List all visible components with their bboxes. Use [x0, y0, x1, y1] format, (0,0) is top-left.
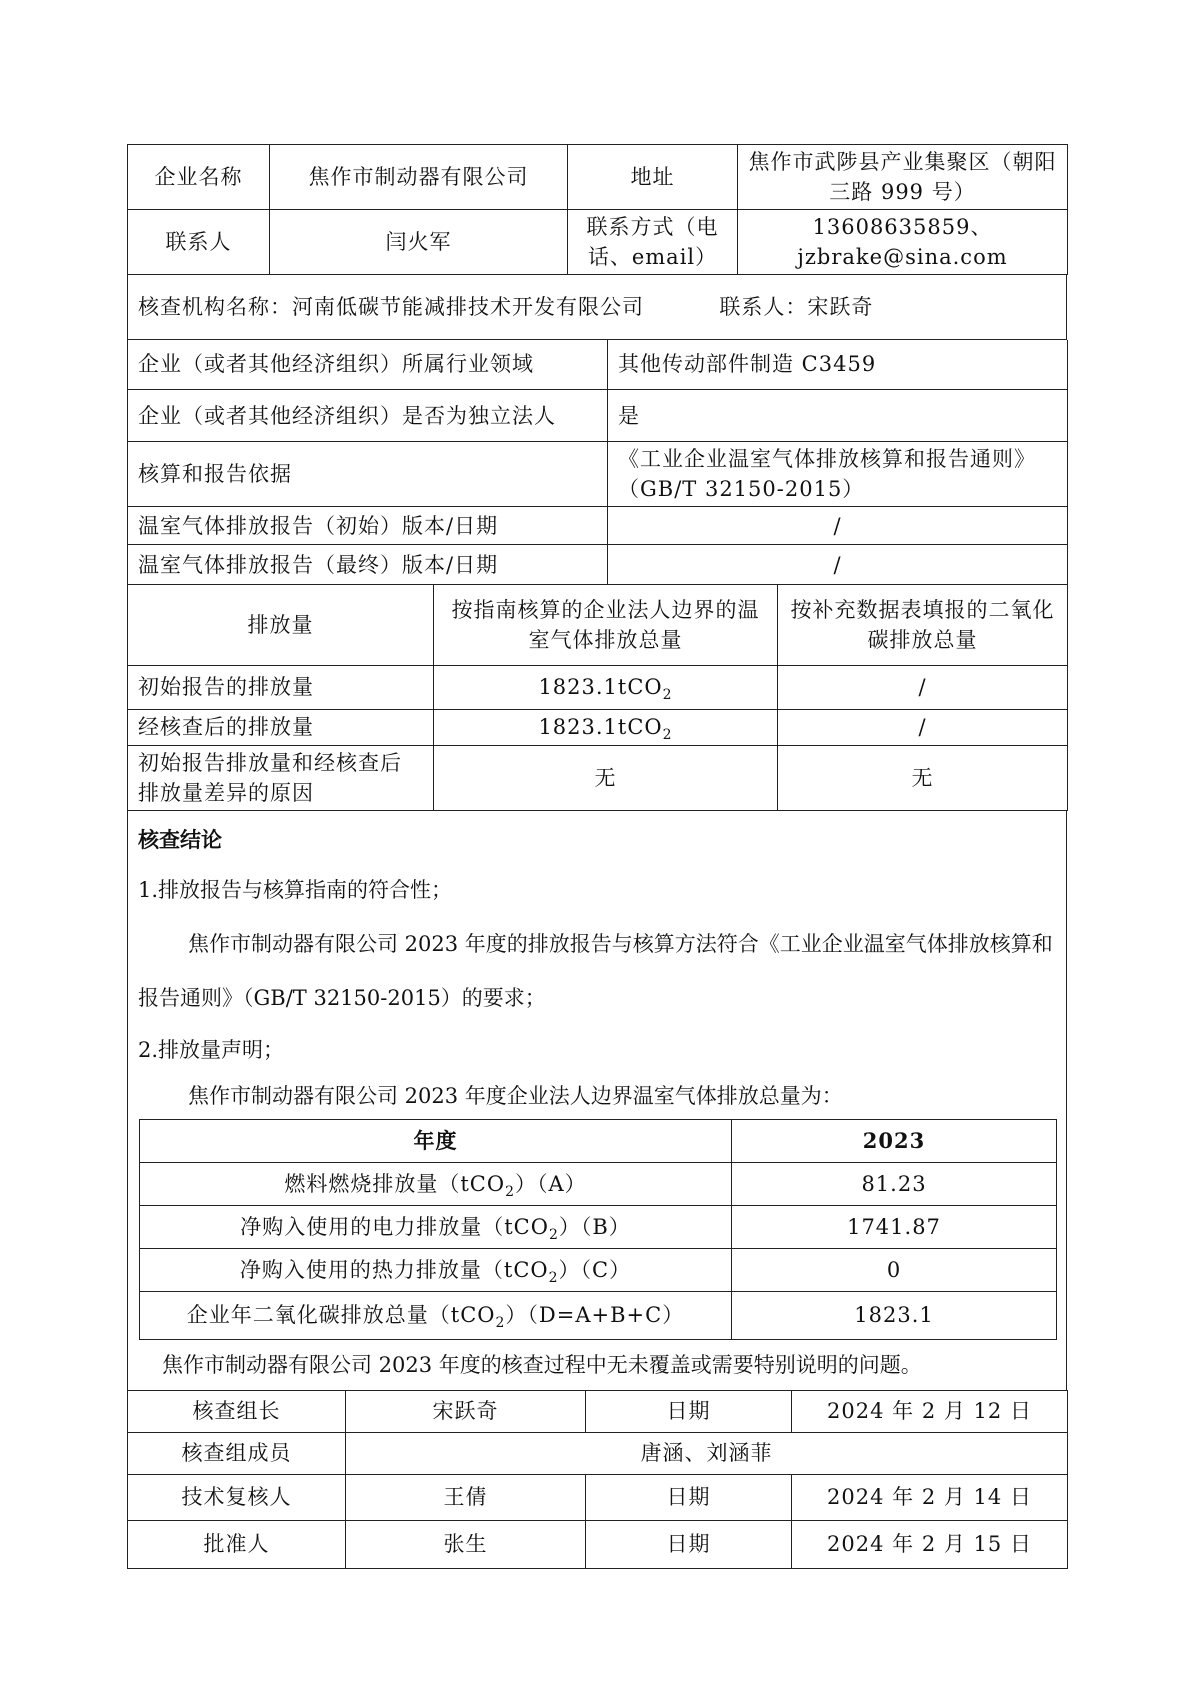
verified-emissions-value: 1823.1tCO$_2$ — [434, 709, 778, 745]
industry-label: 企业（或者其他经济组织）所属行业领域 — [128, 340, 608, 390]
verified-emissions-label: 经核查后的排放量 — [128, 709, 434, 745]
approver-date: 2024 年 2 月 15 日 — [792, 1520, 1068, 1568]
breakdown-row-value: 1823.1 — [732, 1291, 1057, 1339]
conclusion-item1: 1.排放报告与核算指南的符合性； — [138, 877, 453, 902]
final-report-label: 温室气体排放报告（最终）版本/日期 — [128, 545, 608, 585]
basis-value: 《工业企业温室气体排放核算和报告通则》（GB/T 32150-2015） — [608, 442, 1068, 507]
leader-name: 宋跃奇 — [346, 1390, 586, 1432]
contact-label: 联系人 — [128, 210, 270, 275]
breakdown-row-label: 净购入使用的热力排放量（tCO$_2$）（C） — [140, 1248, 732, 1291]
members-value: 唐涵、刘涵菲 — [346, 1432, 1068, 1474]
verifier-table — [127, 275, 1067, 340]
leader-date-label: 日期 — [586, 1390, 792, 1432]
initial-emissions-value: 1823.1tCO$_2$ — [434, 665, 778, 709]
contact-method-value — [738, 210, 1068, 275]
emissions-table — [127, 585, 1068, 811]
final-report-value: / — [608, 545, 1068, 585]
conclusion-section — [127, 811, 1067, 1390]
difference-reason-supp: 无 — [778, 745, 1068, 810]
emission-breakdown-table — [139, 1119, 1057, 1340]
initial-report-label: 温室气体排放报告（初始）版本/日期 — [128, 507, 608, 545]
initial-report-value: / — [608, 507, 1068, 545]
breakdown-row-value: 81.23 — [732, 1162, 1057, 1205]
initial-emissions-supp: / — [778, 665, 1068, 709]
contact-phone: 13608635859、 — [812, 215, 993, 239]
reviewer-name: 王倩 — [346, 1474, 586, 1520]
reviewer-date: 2024 年 2 月 14 日 — [792, 1474, 1068, 1520]
conclusion-item2-text: 焦作市制动器有限公司 2023 年度企业法人边界温室气体排放总量为： — [188, 1083, 843, 1108]
difference-reason-label: 初始报告排放量和经核查后排放量差异的原因 — [128, 745, 434, 810]
conclusion-note: 焦作市制动器有限公司 2023 年度的核查过程中无未覆盖或需要特别说明的问题。 — [162, 1352, 922, 1377]
approver-label: 批准人 — [128, 1520, 346, 1568]
breakdown-row-label: 净购入使用的电力排放量（tCO$_2$）（B） — [140, 1205, 732, 1248]
contact-email: jzbrake@sina.com — [797, 245, 1008, 269]
reviewer-label: 技术复核人 — [128, 1474, 346, 1520]
address-value: 焦作市武陟县产业集聚区（朝阳三路 999 号） — [738, 145, 1068, 210]
address-label: 地址 — [568, 145, 738, 210]
approver-date-label: 日期 — [586, 1520, 792, 1568]
breakdown-row-label: 企业年二氧化碳排放总量（tCO$_2$）（D=A+B+C） — [140, 1291, 732, 1339]
company-info-table — [127, 144, 1068, 275]
breakdown-row-label: 燃料燃烧排放量（tCO$_2$）（A） — [140, 1162, 732, 1205]
conclusion-item2: 2.排放量声明； — [138, 1037, 285, 1062]
conclusion-title: 核查结论 — [138, 826, 222, 852]
leader-date: 2024 年 2 月 12 日 — [792, 1390, 1068, 1432]
reviewer-date-label: 日期 — [586, 1474, 792, 1520]
contact-method-label: 联系方式（电话、email） — [568, 210, 738, 275]
verifier-org: 核查机构名称：河南低碳节能减排技术开发有限公司 — [138, 294, 644, 319]
industry-value: 其他传动部件制造 C3459 — [608, 340, 1068, 390]
verifier-contact: 联系人：宋跃奇 — [719, 294, 874, 319]
emissions-header-col1: 排放量 — [128, 585, 434, 665]
breakdown-row-value: 0 — [732, 1248, 1057, 1291]
info-table — [127, 340, 1068, 586]
emissions-header-col3: 按补充数据表填报的二氧化碳排放总量 — [778, 585, 1068, 665]
verified-emissions-supp: / — [778, 709, 1068, 745]
breakdown-header-year: 2023 — [732, 1119, 1057, 1162]
emissions-header-col2: 按指南核算的企业法人边界的温室气体排放总量 — [434, 585, 778, 665]
breakdown-header-label: 年度 — [140, 1119, 732, 1162]
company-name-value: 焦作市制动器有限公司 — [270, 145, 568, 210]
signoff-table — [127, 1390, 1068, 1569]
verifier-row — [128, 275, 1067, 339]
difference-reason-value: 无 — [434, 745, 778, 810]
contact-value: 闫火军 — [270, 210, 568, 275]
approver-name: 张生 — [346, 1520, 586, 1568]
company-name-label: 企业名称 — [128, 145, 270, 210]
legal-entity-label: 企业（或者其他经济组织）是否为独立法人 — [128, 390, 608, 442]
breakdown-row-value: 1741.87 — [732, 1205, 1057, 1248]
members-label: 核查组成员 — [128, 1432, 346, 1474]
leader-label: 核查组长 — [128, 1390, 346, 1432]
verification-report-sheet — [127, 144, 1067, 1569]
basis-label: 核算和报告依据 — [128, 442, 608, 507]
initial-emissions-label: 初始报告的排放量 — [128, 665, 434, 709]
legal-entity-value: 是 — [608, 390, 1068, 442]
conclusion-item1-text: 焦作市制动器有限公司 2023 年度的排放报告与核算方法符合《工业企业温室气体排放核算和报告通则》（GB/T 32150-2015）的要求； — [138, 931, 1053, 1010]
